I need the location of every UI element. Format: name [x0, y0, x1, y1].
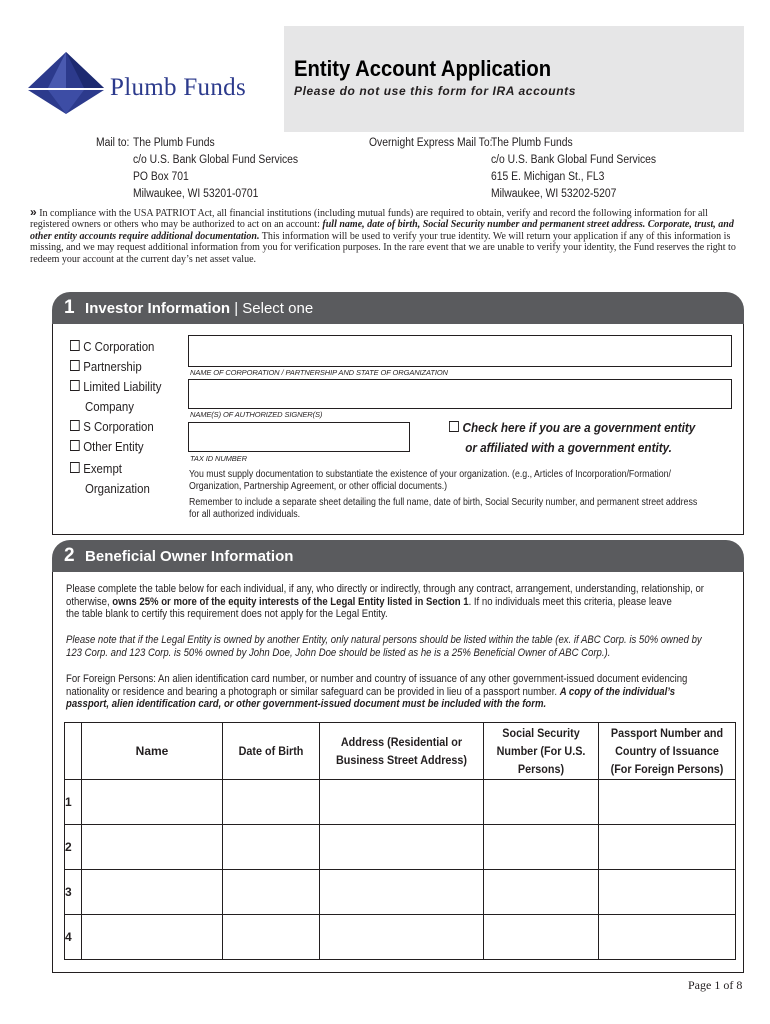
- checkbox-icon: [70, 420, 80, 431]
- dob-cell[interactable]: [223, 825, 320, 870]
- option-llc-line2: Company: [84, 399, 134, 414]
- row-number: 4: [65, 915, 82, 960]
- passport-cell[interactable]: [599, 870, 736, 915]
- overnight-address: The Plumb Funds c/o U.S. Bank Global Fund Services 615 E. Michigan St., FL3 Milwaukee, WI 53202-5207: [491, 137, 657, 200]
- option-other-entity[interactable]: Other Entity: [70, 437, 161, 457]
- row-number: 2: [65, 825, 82, 870]
- name-cell[interactable]: [82, 780, 223, 825]
- option-c-corporation[interactable]: C Corporation: [70, 337, 161, 357]
- table-row: [65, 780, 736, 825]
- mail-to-label: Mail to:: [96, 137, 130, 149]
- page-number: Page 1 of 8: [688, 978, 743, 992]
- section2-heading: 2 Beneficial Owner Information: [64, 545, 294, 566]
- name-cell[interactable]: [82, 825, 223, 870]
- entity-ownership-note: Please note that if the Legal Entity is owned by another Entity, only natural persons should be listed within the table (ex. if ABC Corp. is 50% owned by 123 Corp. and 123 Corp. is 50% owned by John Doe, John Doe should be listed as he is a 25% Beneficial Owner of ABC Corp.).: [66, 634, 702, 659]
- option-exempt[interactable]: Exempt: [70, 459, 161, 479]
- beneficial-owner-instructions: Please complete the table below for each individual, if any, who directly or indirectly, through any contract, arrangement, understanding, relationship, or otherwise, owns 25% or more of the equity interests of the Legal Entity listed in Section 1. If no individuals meet this criteria, please leave the table blank to certify this requirement does not apply for the Legal Entity.: [66, 583, 705, 621]
- row-number: 1: [65, 780, 82, 825]
- option-llc[interactable]: Limited Liability: [70, 377, 161, 397]
- column-header: Address (Residential or Business Street Address): [320, 723, 484, 780]
- checkbox-icon: [70, 340, 80, 351]
- brand-name: Plumb Funds: [110, 74, 246, 101]
- authorized-signers-label: NAME(S) OF AUTHORIZED SIGNER(S): [190, 410, 323, 419]
- overnight-label: Overnight Express Mail To:: [369, 137, 493, 149]
- mail-to-address: The Plumb Funds c/o U.S. Bank Global Fund Services PO Box 701 Milwaukee, WI 53201-0701: [133, 137, 299, 200]
- checkbox-icon: [70, 360, 80, 371]
- checkbox-icon: [70, 440, 80, 451]
- address-cell[interactable]: [320, 780, 484, 825]
- ssn-cell[interactable]: [484, 870, 599, 915]
- dob-cell[interactable]: [223, 870, 320, 915]
- ssn-cell[interactable]: [484, 915, 599, 960]
- form-title: Entity Account Application: [294, 56, 552, 81]
- column-header: Social Security Number (For U.S. Persons): [484, 723, 599, 780]
- address-cell[interactable]: [320, 825, 484, 870]
- table-row: [65, 870, 736, 915]
- option-partnership[interactable]: Partnership: [70, 357, 161, 377]
- checkbox-icon: [70, 462, 80, 473]
- dob-cell[interactable]: [223, 780, 320, 825]
- corporation-name-label: NAME OF CORPORATION / PARTNERSHIP AND STATE OF ORGANIZATION: [190, 368, 448, 377]
- passport-cell[interactable]: [599, 780, 736, 825]
- name-cell[interactable]: [82, 915, 223, 960]
- table-row: [65, 915, 736, 960]
- column-header: [65, 723, 82, 780]
- checkbox-icon: [70, 380, 80, 391]
- table-row: [65, 825, 736, 870]
- patriot-act-notice: » In compliance with the USA PATRIOT Act, all financial institutions (including mutual funds) are required to obtain, verify and record the following information for all registered owners or others who may be authorized to act on an account: full name, date of birth, Social Security number and permanent street address. Corporate, trust, and other entity accounts require additional documentation. This information will be used to verify your true identity. We will return your application if any of this information is missing, and we may request additional information from you for verification purposes. In the rare event that we are unable to verify your identity, the Fund reserves the right to redeem your account at the current day’s net asset value.: [30, 205, 736, 265]
- foreign-persons-note: For Foreign Persons: An alien identification card number, or number and country of issuance of any other government-issued document evidencing nationality or residence and bearing a photograph or similar safeguard can be provided in lieu of a passport number. A copy of the individual’s passport, alien identification card, or other government-issued document must be included with the form.: [66, 673, 688, 711]
- ssn-cell[interactable]: [484, 825, 599, 870]
- authorized-signers-field[interactable]: [188, 379, 732, 409]
- option-exempt-line2: Organization: [84, 481, 150, 496]
- tax-id-label: TAX ID NUMBER: [190, 454, 247, 463]
- chevron-right-icon: »: [30, 205, 37, 219]
- beneficial-owner-table: [64, 722, 736, 960]
- checkbox-icon: [449, 421, 459, 432]
- table-header-row: [65, 723, 736, 780]
- government-entity-option[interactable]: Check here if you are a government entity or affiliated with a government entity.: [449, 418, 695, 458]
- passport-cell[interactable]: [599, 825, 736, 870]
- form-subtitle: Please do not use this form for IRA accounts: [294, 84, 576, 98]
- entity-type-options: [70, 337, 174, 499]
- address-cell[interactable]: [320, 915, 484, 960]
- option-s-corporation[interactable]: S Corporation: [70, 417, 161, 437]
- column-header: Name: [82, 723, 223, 780]
- address-cell[interactable]: [320, 870, 484, 915]
- name-cell[interactable]: [82, 870, 223, 915]
- passport-cell[interactable]: [599, 915, 736, 960]
- column-header: Date of Birth: [223, 723, 320, 780]
- tax-id-field[interactable]: [188, 422, 410, 452]
- dob-cell[interactable]: [223, 915, 320, 960]
- column-header: Passport Number and Country of Issuance (For Foreign Persons): [599, 723, 736, 780]
- corporation-name-field[interactable]: [188, 335, 732, 367]
- ssn-cell[interactable]: [484, 780, 599, 825]
- documentation-note: You must supply documentation to substantiate the existence of your organization. (e.g., Articles of Incorporation/Formation/ Organization, Partnership Agreement, or other official documents.) Remember to include a separate sheet detailing the full name, date of birth, Social Security number, and permanent street address for all authorized individuals.: [189, 469, 698, 521]
- row-number: 3: [65, 870, 82, 915]
- section1-heading: 1 Investor Information | Select one: [64, 297, 314, 318]
